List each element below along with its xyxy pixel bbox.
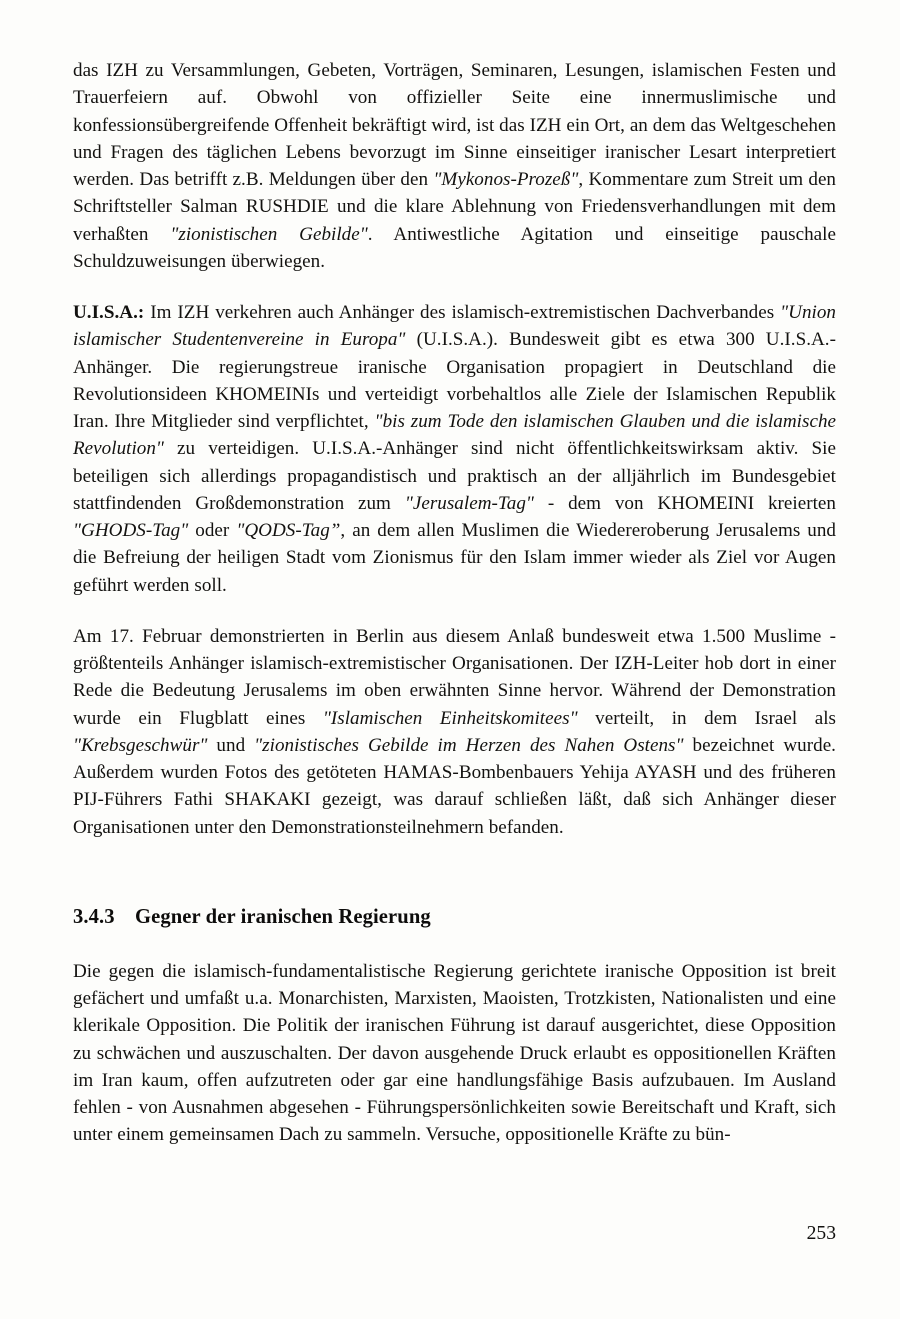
paragraph-izh: das IZH zu Versammlungen, Gebeten, Vorträgen, Seminaren, Lesungen, islamischen Festen und Trauerfeiern auf. Obwohl von offizieller Seite eine innermuslimische und konfessionsübergreifende Offenheit bekräftigt wird, ist das IZH ein Ort, an dem das Weltgeschehen und Fragen des täglichen Lebens bevorzugt im Sinne einseitiger iranischer Lesart interpretiert werden. Das betrifft z.B. Meldungen über den "Mykonos-Prozeß", Kommentare zum Streit um den Schriftsteller Salman RUSHDIE und die klare Ablehnung von Friedensverhandlungen mit dem verhaßten "zionistischen Gebilde". Antiwestliche Agitation und einseitige pauschale Schuldzuweisungen überwiegen.: [73, 60, 837, 272]
paragraph-iranian-opposition: Die gegen die islamisch-fundamentalistische Regierung gerichtete iranische Opposition ist breit gefächert und umfaßt u.a. Monarchisten, Marxisten, Maoisten, Trotzkisten, Nationalisten und eine klerikale Opposition. Die Politik der iranischen Führung ist darauf ausgerichtet, diese Opposition zu schwächen und auszuschalten. Der davon ausgehende Druck erlaubt es oppositionellen Kräften im Iran kaum, offen aufzutreten oder gar eine handlungsfähige Basis aufzubauen. Im Ausland fehlen - von Ausnahmen abgesehen - Führungspersönlichkeiten sowie Bereitschaft und Kraft, sich unter einem gemeinsamen Dach zu sammeln. Versuche, oppositionelle Kräfte zu bün-: [73, 960, 836, 1146]
emphasis-quote: "Jerusalem-Tag": [404, 492, 534, 514]
emphasis-quote: "Islamischen Einheitskomitees": [322, 707, 578, 729]
section-heading-3-4-3: [73, 904, 836, 931]
emphasis-quote: "Mykonos-Prozeß": [433, 169, 579, 190]
lead-in-label: U.I.S.A.:: [73, 302, 145, 323]
section-title: Gegner der iranischen Regierung: [135, 905, 431, 928]
emphasis-quote: "QODS-Tag”: [236, 520, 341, 541]
paragraph-uisa: U.I.S.A.: Im IZH verkehren auch Anhänger des islamisch-extremistischen Dachverbandes "Union islamischer Studentenvereine in Europa" (U.I.S.A.). Bundesweit gibt es etwa 300 U.I.S.A.-Anhänger. Die regierungstreue iranische Organisation propagiert in Deutschland die Revolutionsideen KHOMEINIs und verteidigt vorbehaltlos alle Ziele der Islamischen Republik Iran. Ihre Mitglieder sind verpflichtet, "bis zum Tode den islamischen Glauben und die islamische Revolution" zu verteidigen. U.I.S.A.-Anhänger sind nicht öffentlichkeitswirksam aktiv. Sie beteiligen sich allerdings propagandistisch und praktisch an der alljährlich im Bundesgebiet stattfindenden Großdemonstration zum "Jerusalem-Tag" - dem von KHOMEINI kreierten "GHODS-Tag" oder "QODS-Tag”, an dem allen Muslimen die Wiedereroberung Jerusalems und die Befreiung der heiligen Stadt vom Zionismus für den Islam immer wieder als Ziel vor Augen geführt werden soll.: [73, 302, 837, 596]
emphasis-quote: "Union islamischer Studentenvereine in Europa": [73, 302, 836, 351]
page-number: 253: [806, 1223, 836, 1244]
emphasis-quote: "Krebsgeschwür": [73, 734, 208, 756]
emphasis-quote: "bis zum Tode den islamischen Glauben und die islamische Revolution": [73, 411, 837, 460]
emphasis-quote: "zionistisches Gebilde im Herzen des Nahen Ostens": [254, 734, 684, 756]
paragraph-berlin-demonstration: Am 17. Februar demonstrierten in Berlin aus diesem Anlaß bundesweit etwa 1.500 Muslime - größtenteils Anhänger islamisch-extremistischer Organisationen. Der IZH-Leiter hob dort in einer Rede die Bedeutung Jerusalems im oben erwähnten Sinne hervor. Während der Demonstration wurde ein Flugblatt eines "Islamischen Einheitskomitees" verteilt, in dem Israel als "Krebsgeschwür" und "zionistisches Gebilde im Herzen des Nahen Ostens" bezeichnet wurde. Außerdem wurden Fotos des getöteten HAMAS-Bombenbauers Yehija AYASH und des früheren PIJ-Führers Fathi SHAKAKI gezeigt, was darauf schließen läßt, daß sich Anhänger dieser Organisationen unter den Demonstrationsteilnehmern befanden.: [73, 625, 836, 838]
emphasis-quote: "zionistischen Gebilde": [170, 223, 368, 245]
section-heading-block: [73, 904, 836, 931]
body-text-column: [73, 57, 836, 1149]
emphasis-quote: "GHODS-Tag": [73, 520, 189, 541]
section-number: 3.4.3: [73, 905, 115, 928]
